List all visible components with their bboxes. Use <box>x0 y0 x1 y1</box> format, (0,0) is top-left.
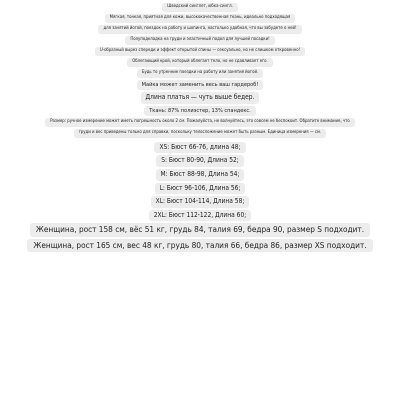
size-row: L: Бюст 96-106, Длина 56; <box>155 183 246 195</box>
example-line: Женщина, рост 158 см, вёс 51 кг, грудь 84, талия 69, бедра 90, размер S подходит. <box>30 223 370 236</box>
example-line: Женщина, рост 165 см, вес 48 кг, грудь 80, талия 66, бедра 86, размер XS подходит. <box>27 239 372 252</box>
text-line: Облегающий крой, который облегает тело, но не сдавливает его. <box>127 58 272 67</box>
size-row: XL: Бюст 104-114, Длина 58; <box>151 196 250 208</box>
size-row: 2XL: Бюст 112-122, Длина 60; <box>149 210 251 222</box>
text-line: Мягкая, тонкая, приятная для кожи, высококачественная ткань, идеально подходящая <box>105 14 296 23</box>
text-line: груди и вес приведены только для справки, поскольку телосложение может быть разным. Единица измерения — см. <box>74 129 326 138</box>
text-line: Размер: ручное измерение может иметь погрешность около 2 см. Пожалуйста, не волнуйтесь, это совсем не беспокоит. Обратите внимание, что <box>45 118 355 127</box>
text-line: Майка может заменить весь ваш гардероб! <box>137 80 264 90</box>
size-row: S: Бюст 80-90, Длина 52; <box>156 155 244 167</box>
text-line: Ткань: 87% полиэстер, 13% спандекс. <box>144 106 256 116</box>
size-row: M: Бюст 88-98, Длина 54; <box>156 169 245 181</box>
text-line: U-образный вырез спереди и эффект открытой спины — сексуально, но не слишком откровенно! <box>95 47 305 56</box>
text-line: Будь то утренние поездки на работу или занятия йогой. <box>137 69 263 78</box>
text-line: Шведский синглет, юбка-сингл. <box>162 3 238 12</box>
text-line: Полуподкладка на груди и эластичный подол для лучшей посадки! <box>125 36 274 45</box>
text-line: для занятий йогой, поездок на работу и шопинга, настолько удобная, что вы забудете о ней! <box>98 25 301 34</box>
size-row: XS: Бюст 66-76, длина 48; <box>154 142 245 154</box>
text-line: Длина платья — чуть выше бедер. <box>141 92 260 104</box>
